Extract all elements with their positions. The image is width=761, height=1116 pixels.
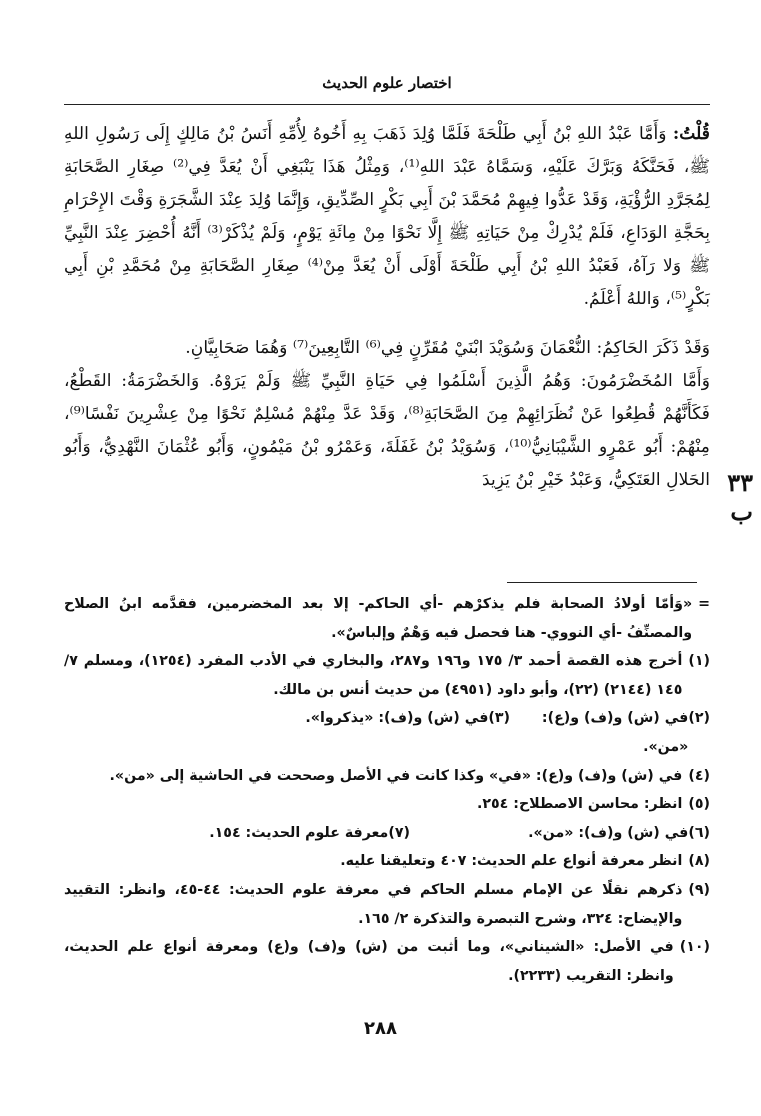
- footnote-text: «وَأمّا أولادُ الصحابة فلم يذكرْهم -أي الحاكم- إلا بعد المخضرمين، فقدَّمه ابنُ الصلاح والمصنِّفُ -أي النووي- هنا فحصل فيه وَهْمٌ وإلباسٌ».: [64, 596, 693, 641]
- footnote-text: ذكرهم نقلًا عن الإمام مسلم الحاكم في معرفة علوم الحديث: ٤٤-٤٥، وانظر: التقييد والإيضاح: ٣٢٤، وشرح التبصرة والتذكرة ٢/ ١٦٥.: [64, 881, 683, 927]
- footnote-number: (٧): [388, 824, 410, 841]
- footnote: [209, 819, 410, 848]
- body-paragraph: [64, 118, 710, 316]
- footnote-text: معرفة علوم الحديث: ١٥٤.: [209, 824, 389, 841]
- paragraph-text: وَقَدْ ذَكَرَ الحَاكِمُ: النُّعْمَانَ وَسُوَيْدَ ابْنَيْ مُقَرِّنٍ فِي⁽⁶⁾ التَّابِعِينَ⁽⁷⁾ وَهُمَا صَحَابِيَّانِ.: [185, 338, 710, 358]
- footnote-text: أخرج هذه القصة أحمد ٣/ ١٧٥ و١٩٦ و٢٨٧، والبخاري في الأدب المفرد (١٢٥٤)، ومسلم ٧/ ١٤٥ (٢١٤٤) (٢٢)، وأبو داود (٤٩٥١) من حديث أنس بن مالك.: [64, 653, 683, 698]
- footnote-number: (١): [688, 653, 710, 670]
- continuation-marker: =: [698, 596, 710, 612]
- footnote-text: في (ش) و(ف): «من».: [528, 824, 689, 841]
- footnote-number: (١٠): [679, 939, 710, 956]
- footnotes: [64, 590, 710, 990]
- footnote-pair: [64, 819, 710, 848]
- manuscript-folio-marker: ٣٣ ب: [727, 468, 753, 526]
- main-text: [64, 118, 710, 497]
- footnote-text: انظر: محاسن الاصطلاح: ٢٥٤.: [476, 796, 683, 813]
- paragraph-lead: قُلْتُ:: [672, 124, 710, 144]
- body-paragraph: [64, 332, 710, 365]
- footnote-number: (٣): [488, 710, 510, 727]
- continued-footnote: [64, 590, 710, 647]
- footnote-text: في الأصل: «الشيناني»، وما أثبت من (ش) و(ف) و(ع) ومعرفة أنواع علم الحديث، وانظر: التقريب (٢٢٣٣).: [64, 939, 674, 984]
- footnote-text: في (ش) و(ف) و(ع): «من».: [541, 710, 689, 755]
- footnote: [64, 876, 710, 933]
- footnote-number: (٥): [688, 796, 710, 813]
- footnote: [64, 647, 710, 704]
- footnote-number: (٤): [688, 767, 710, 784]
- running-head: اختصار علوم الحديث: [322, 74, 452, 92]
- footnote: [510, 704, 710, 761]
- footnote: [305, 704, 510, 761]
- footnote-number: (٩): [688, 881, 710, 898]
- body-paragraph: [64, 365, 710, 497]
- footnote-number: (٦): [688, 824, 710, 841]
- paragraph-text: وَأَمَّا المُخَضْرَمُونَ: وَهُمُ الَّذِينَ أَسْلَمُوا فِي حَيَاةِ النَّبِيِّ ﷺ وَلَمْ يَرَوْهُ. وَالخَضْرَمَةُ: القَطْعُ، فَكَأَنَّهُمْ قُطِعُوا عَنْ نُظَرَائِهِمْ مِنَ الصَّحَابَةِ⁽⁸⁾، وَقَدْ عَدَّ مِنْهُمْ مُسْلِمٌ نَحْوًا مِنْ عِشْرِينَ نَفْسًا⁽⁹⁾، مِنْهُمْ: أَبُو عَمْرٍو الشَّيْبَانِيُّ⁽¹⁰⁾، وَسُوَيْدُ بْنُ غَفَلَةَ، وَعَمْرُو بْنُ مَيْمُونٍ، وَأَبُو عُثْمَانَ النَّهْدِيُّ، وَأَبُو الحَلالِ العَتَكِيُّ، وَعَبْدُ خَيْرِ بْنُ يَزِيدَ: [64, 371, 710, 490]
- footnote: [64, 847, 710, 876]
- footnote-text: في (ش) و(ف) و(ع): «في» وكذا كانت في الأصل وصححت في الحاشية إلى «من».: [109, 767, 683, 784]
- footnote-number: (٨): [688, 853, 710, 870]
- paragraph-text: وَأَمَّا عَبْدُ اللهِ بْنُ أَبِي طَلْحَةَ فَلَمَّا وُلِدَ ذَهَبَ بِهِ أَخُوهُ لِأُمِّهِ أَنَسُ بْنُ مَالِكٍ إِلَى رَسُولِ اللهِ ﷺ، فَحَنَّكَهُ وَبَرَّكَ عَلَيْهِ، وَسَمَّاهُ عَبْدَ اللهِ⁽¹⁾، وَمِثْلُ هَذَا يَنْبَغِي أَنْ يُعَدَّ فِي⁽²⁾ صِغَارِ الصَّحَابَةِ لِمُجَرَّدِ الرُّؤْيَةِ، وَقَدْ عَدُّوا فِيهِمْ مُحَمَّدَ بْنَ أَبِي بَكْرٍ الصِّدِّيقِ، وَإِنَّمَا وُلِدَ عِنْدَ الشَّجَرَةِ وَقْتَ الإِحْرَامِ بِحَجَّةِ الوَدَاعِ، فَلَمْ يُدْرِكْ مِنْ حَيَاتِهِ ﷺ إِلَّا نَحْوًا مِنْ مِائَةِ يَوْمٍ، وَلَمْ يُذْكَرْ⁽³⁾ أَنَّهُ أُحْضِرَ عِنْدَ النَّبِيِّ ﷺ وَلا رَآهُ، فَعَبْدُ اللهِ بْنُ أَبِي طَلْحَةَ أَوْلَى أَنْ يُعَدَّ مِنْ⁽⁴⁾ صِغَارِ الصَّحَابَةِ مِنْ مُحَمَّدِ بْنِ أَبِي بَكْرٍ⁽⁵⁾، وَاللهُ أَعْلَمُ.: [64, 124, 711, 309]
- footnote-text: انظر معرفة أنواع علم الحديث: ٤٠٧ وتعليقنا عليه.: [340, 853, 683, 870]
- page-number: ٢٨٨: [364, 1018, 397, 1039]
- footnote: [410, 819, 710, 848]
- footnote: [64, 762, 710, 791]
- footnote-pair: [64, 704, 710, 761]
- footnote-text: في (ش) و(ف): «يذكروا».: [305, 710, 489, 727]
- footnote-number: (٢): [688, 710, 710, 727]
- header-rule: [64, 104, 710, 105]
- footnote: [64, 790, 710, 819]
- footnote: [64, 933, 710, 990]
- footnote-separator: [507, 582, 697, 583]
